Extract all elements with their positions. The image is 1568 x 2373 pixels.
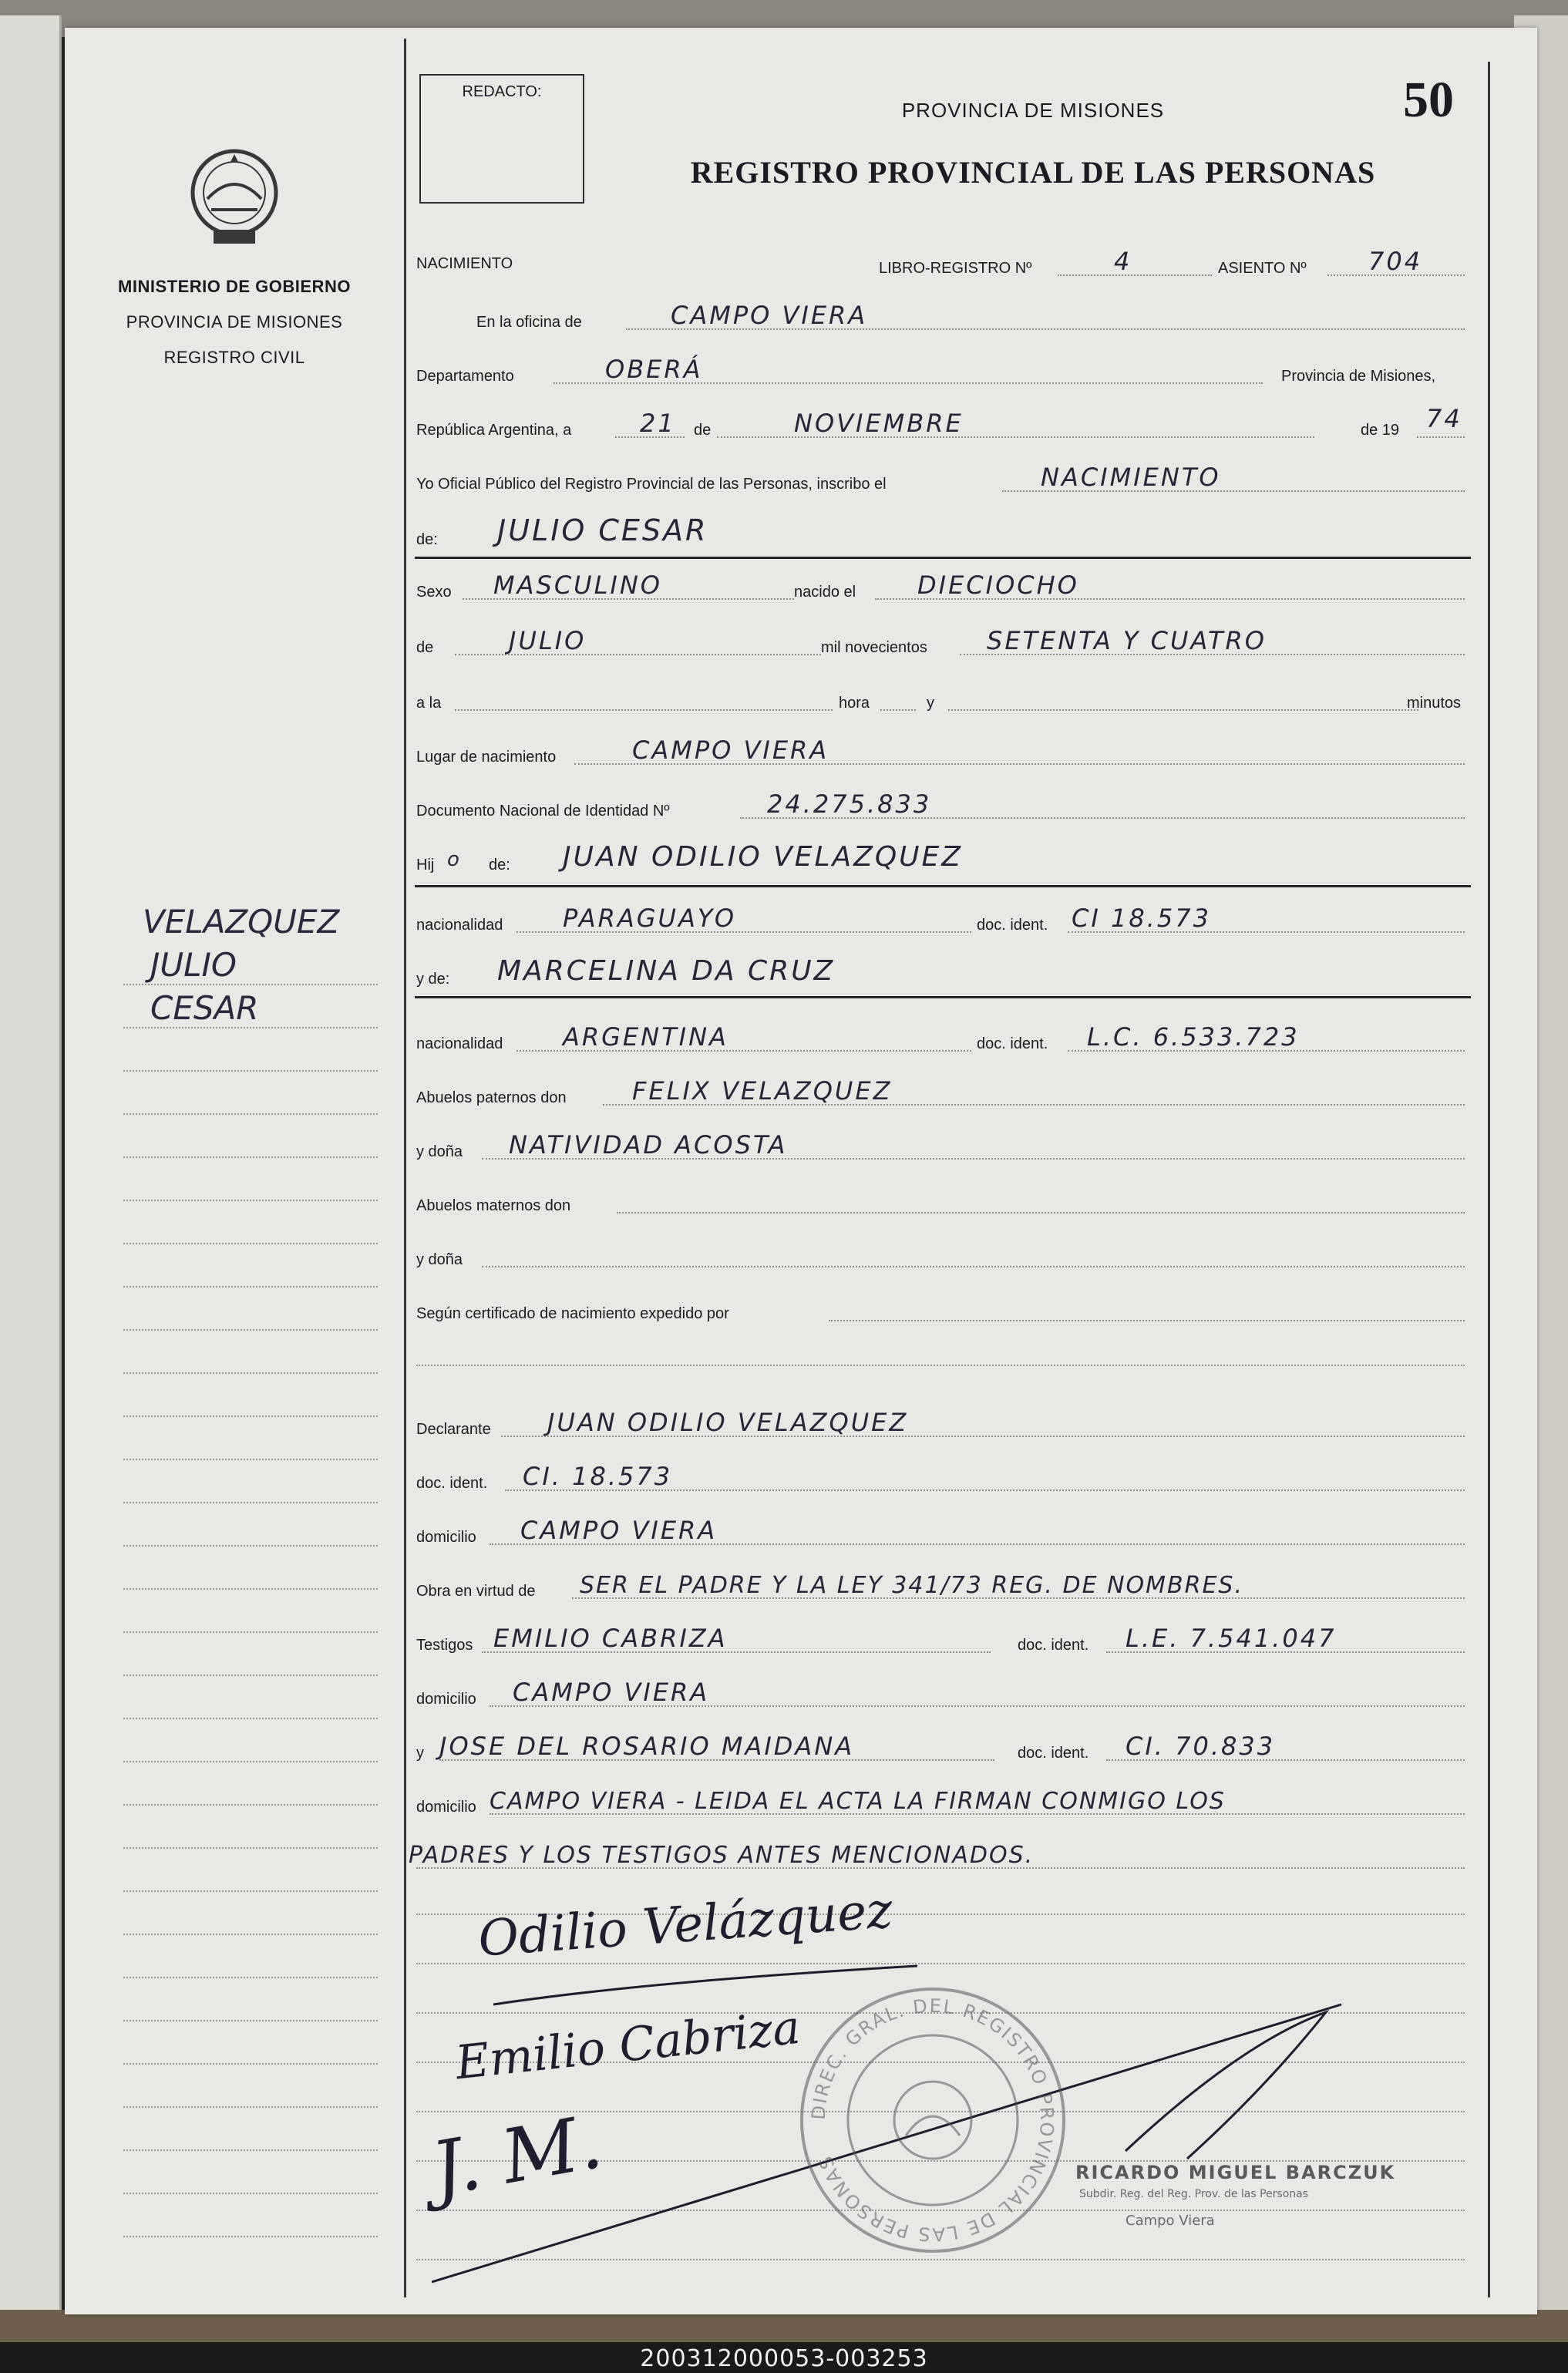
abuela-pat-value: NATIVIDAD ACOSTA <box>509 1130 788 1160</box>
hijo-label: Hij <box>416 857 435 873</box>
row-cierre <box>409 1839 1472 1875</box>
row-testigo2 <box>409 1732 1472 1767</box>
abuelo-pat-value: FELIX VELAZQUEZ <box>632 1076 893 1106</box>
testigo1-dom-label: domicilio <box>416 1691 476 1708</box>
row-nombre <box>409 513 1472 554</box>
padre-nac-value: PARAGUAYO <box>563 904 736 933</box>
row-madre <box>409 955 1472 993</box>
row-padre-nac <box>409 904 1472 939</box>
row-mes-anio <box>409 626 1472 661</box>
declarante-value: JUAN ODILIO VELAZQUEZ <box>547 1408 909 1437</box>
row-hora <box>409 682 1472 717</box>
province-label: PROVINCIA DE MISIONES <box>126 312 343 332</box>
row-abuela-pat <box>409 1130 1472 1166</box>
province-title: PROVINCIA DE MISIONES <box>901 99 1165 122</box>
margin-surname: VELAZQUEZ <box>143 903 340 941</box>
testigo1-dom-value: CAMPO VIERA <box>513 1678 710 1707</box>
departamento-label: Departamento <box>416 368 514 385</box>
asiento-value: 704 <box>1368 247 1423 276</box>
margin-ruled-lines <box>123 942 378 2237</box>
signature-father: Odilio Velázquez <box>476 1882 894 1968</box>
row-lugar <box>409 735 1472 771</box>
testigo1-doc-value: L.E. 7.541.047 <box>1126 1624 1337 1653</box>
lugar-label: Lugar de nacimiento <box>416 749 557 766</box>
rule-after-nombre <box>415 557 1471 559</box>
ministry-label: MINISTERIO DE GOBIERNO <box>118 277 351 296</box>
oficial-value: NACIMIENTO <box>1041 463 1221 492</box>
madre-nac-label: nacionalidad <box>416 1035 503 1052</box>
madre-doc-value: L.C. 6.533.723 <box>1087 1022 1300 1052</box>
testigo1-doc-label: doc. ident. <box>1018 1637 1089 1654</box>
sexo-label: Sexo <box>416 584 452 601</box>
nacimiento-label: NACIMIENTO <box>416 255 513 272</box>
redacto-label: REDACTO: <box>462 83 542 100</box>
madre-doc-label: doc. ident. <box>977 1035 1048 1052</box>
testigo2-y-label: y <box>416 1745 424 1762</box>
dni-label: Documento Nacional de Identidad Nº <box>416 803 670 820</box>
ydona-pat-label: y doña <box>416 1143 463 1160</box>
libro-label: LIBRO-REGISTRO Nº <box>879 260 1032 277</box>
nacido-label: nacido el <box>794 584 856 601</box>
left-header <box>65 123 404 368</box>
stamp-official-title: Subdir. Reg. del Reg. Prov. de las Personas <box>1079 2188 1309 2200</box>
testigo2-doc-value: CI. 70.833 <box>1126 1732 1276 1761</box>
oficial-label: Yo Oficial Público del Registro Provincial de las Personas, inscribo el <box>416 476 887 493</box>
row-segun <box>409 1292 1472 1328</box>
ala-label: a la <box>416 695 442 712</box>
testigo2-dom-value: CAMPO VIERA - LEIDA EL ACTA LA FIRMAN CONMIGO LOS <box>490 1788 1226 1815</box>
anio-nac-value: SETENTA Y CUATRO <box>987 626 1267 655</box>
minutos-label: minutos <box>1407 695 1462 712</box>
ydona-mat-label: y doña <box>416 1251 463 1268</box>
margin-first-name: JULIO <box>150 946 237 984</box>
yde-label: y de: <box>416 971 450 988</box>
y-label: y <box>927 695 934 712</box>
decl-dom-value: CAMPO VIERA <box>520 1516 718 1545</box>
cierre-value: PADRES Y LOS TESTIGOS ANTES MENCIONADOS. <box>409 1842 1035 1869</box>
mil-label: mil novecientos <box>821 639 927 656</box>
oficina-label: En la oficina de <box>476 314 582 331</box>
year-prefix: de 19 <box>1361 422 1400 439</box>
testigo1-value: EMILIO CABRIZA <box>493 1624 728 1653</box>
declarante-label: Declarante <box>416 1421 491 1438</box>
row-testigo1 <box>409 1624 1472 1659</box>
libro-value: 4 <box>1114 247 1132 276</box>
decl-doc-value: CI. 18.573 <box>523 1462 673 1491</box>
madre-value: MARCELINA DA CRUZ <box>497 955 836 987</box>
decl-dom-label: domicilio <box>416 1529 476 1546</box>
redacto-box <box>419 74 584 204</box>
padre-doc-label: doc. ident. <box>977 917 1048 934</box>
signature-witness-2: J. M. <box>425 2098 608 2213</box>
row-testigo2-dom <box>409 1786 1472 1821</box>
province-seal-icon <box>177 139 292 254</box>
testigo2-doc-label: doc. ident. <box>1018 1745 1089 1762</box>
segun-extra-line <box>416 1365 1465 1366</box>
abuelos-pat-label: Abuelos paternos don <box>416 1089 567 1106</box>
oficina-value: CAMPO VIERA <box>671 301 868 330</box>
row-fecha <box>409 404 1472 444</box>
row-madre-nac <box>409 1022 1472 1058</box>
nombre-value: JULIO CESAR <box>497 513 708 547</box>
right-margin-rule <box>1488 62 1490 2297</box>
dni-value: 24.275.833 <box>767 789 932 819</box>
stamp-place: Campo Viera <box>1126 2213 1215 2229</box>
padre-doc-value: CI 18.573 <box>1072 904 1211 933</box>
de-colon-label: de: <box>416 531 438 548</box>
row-dni <box>409 789 1472 825</box>
row-declarante <box>409 1408 1472 1443</box>
de-label: de <box>694 422 712 439</box>
row-abuelo-mat <box>409 1184 1472 1220</box>
row-libro <box>409 247 1472 282</box>
departamento-value: OBERÁ <box>605 355 703 384</box>
row-sexo <box>409 571 1472 606</box>
de2-label: de <box>416 639 434 656</box>
republica-label: República Argentina, a <box>416 422 572 439</box>
testigo2-value: JOSE DEL ROSARIO MAIDANA <box>439 1732 855 1761</box>
sexo-value: MASCULINO <box>493 571 662 600</box>
official-stamp-icon <box>794 1981 1072 2259</box>
row-decl-doc <box>409 1462 1472 1497</box>
office-label: REGISTRO CIVIL <box>163 348 305 367</box>
rule-after-padre <box>415 885 1471 887</box>
decl-doc-label: doc. ident. <box>416 1475 488 1492</box>
segun-label: Según certificado de nacimiento expedido por <box>416 1305 729 1322</box>
hijo-suffix: o <box>447 848 462 871</box>
provincia-suffix: Provincia de Misiones, <box>1281 368 1436 385</box>
page-number: 50 <box>1403 72 1454 128</box>
row-decl-dom <box>409 1516 1472 1551</box>
lugar-value: CAMPO VIERA <box>632 735 829 765</box>
hora-label: hora <box>839 695 870 712</box>
padre-nac-label: nacionalidad <box>416 917 503 934</box>
signature-witness-1: Emilio Cabriza <box>453 2000 803 2091</box>
row-padre <box>409 843 1472 879</box>
obra-label: Obra en virtud de <box>416 1583 536 1600</box>
day-value: 21 <box>640 409 676 438</box>
mes-nac-value: JULIO <box>509 626 587 655</box>
image-id-label: 200312000053-003253 <box>640 2345 928 2372</box>
row-departamento <box>409 355 1472 390</box>
registry-title: REGISTRO PROVINCIAL DE LAS PERSONAS <box>690 155 1376 190</box>
scan-binding-left <box>0 15 62 2313</box>
testigos-label: Testigos <box>416 1637 473 1654</box>
row-abuela-mat <box>409 1238 1472 1274</box>
hijo-de-label: de: <box>489 857 510 873</box>
testigo2-dom-label: domicilio <box>416 1799 476 1816</box>
left-margin-rule <box>404 39 406 2297</box>
row-testigo1-dom <box>409 1678 1472 1713</box>
row-obra <box>409 1570 1472 1605</box>
obra-value: SER EL PADRE Y LA LEY 341/73 REG. DE NOMBRES. <box>580 1572 1243 1599</box>
year-value: 74 <box>1426 404 1462 433</box>
nacido-value: DIECIOCHO <box>917 571 1079 600</box>
asiento-label: ASIENTO Nº <box>1218 260 1307 277</box>
padre-value: JUAN ODILIO VELAZQUEZ <box>563 841 963 873</box>
row-oficina <box>409 301 1472 336</box>
abuelos-mat-label: Abuelos maternos don <box>416 1197 571 1214</box>
margin-second-name: CESAR <box>150 989 259 1027</box>
stamp-official-name: RICARDO MIGUEL BARCZUK <box>1075 2162 1396 2183</box>
stamp-ring-text: DIREC. GRAL. DEL REGISTRO PROVINCIAL DE LAS PERSONAS <box>807 1994 1058 2246</box>
row-abuelo-pat <box>409 1076 1472 1112</box>
rule-after-madre <box>415 996 1471 998</box>
row-oficial <box>409 463 1472 498</box>
svg-text:DIREC. GRAL. DEL REGISTRO PROV <box>808 1995 1058 2245</box>
madre-nac-value: ARGENTINA <box>563 1022 728 1052</box>
month-value: NOVIEMBRE <box>794 409 964 438</box>
